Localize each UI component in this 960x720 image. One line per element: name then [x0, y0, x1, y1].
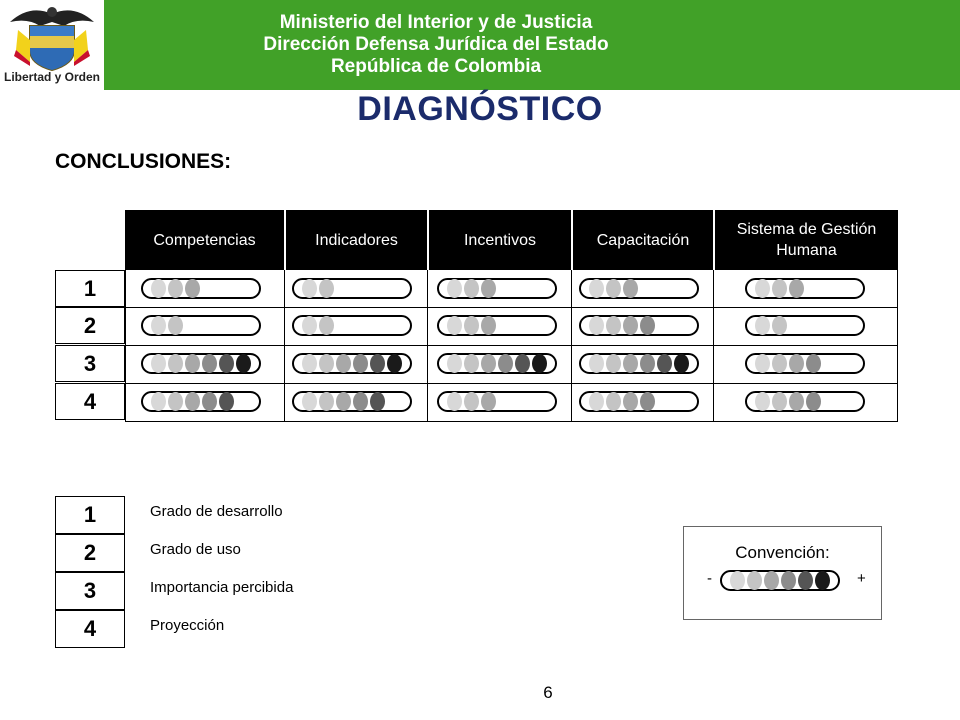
level-indicator-pill	[141, 391, 261, 412]
level-dot	[772, 316, 787, 335]
coat-of-arms-logo	[0, 0, 104, 100]
level-dot	[168, 392, 183, 411]
convention-plus: +	[857, 570, 866, 587]
level-indicator-pill	[141, 315, 261, 336]
level-dot	[464, 279, 479, 298]
level-dot	[447, 392, 462, 411]
page-title: DIAGNÓSTICO	[357, 90, 603, 128]
legend-text-desarrollo: Grado de desarrollo	[150, 503, 283, 520]
level-dot	[806, 354, 821, 373]
level-dot	[730, 571, 745, 590]
header-line-ministry: Ministerio del Interior y de Justicia	[279, 12, 593, 33]
legend-num-4: 4	[55, 610, 125, 648]
row-label-4: 4	[55, 383, 125, 420]
level-indicator-pill	[292, 391, 412, 412]
level-indicator-pill	[141, 353, 261, 374]
level-dot	[353, 354, 368, 373]
level-dot	[336, 392, 351, 411]
level-dot	[481, 279, 496, 298]
grid-divider	[571, 270, 572, 422]
level-dot	[606, 354, 621, 373]
level-indicator-pill	[579, 353, 699, 374]
level-dot	[319, 279, 334, 298]
level-dot	[319, 316, 334, 335]
level-indicator-pill	[745, 353, 865, 374]
level-dot	[168, 279, 183, 298]
level-dot	[532, 354, 547, 373]
level-dot	[789, 279, 804, 298]
level-dot	[319, 354, 334, 373]
level-dot	[464, 392, 479, 411]
convention-pill	[720, 570, 840, 591]
level-dot	[755, 354, 770, 373]
level-dot	[447, 316, 462, 335]
column-header-capacitacion: Capacitación	[573, 210, 713, 270]
level-dot	[151, 316, 166, 335]
grid-divider	[125, 307, 898, 308]
legend-text-uso: Grado de uso	[150, 541, 241, 558]
header-line-direction: Dirección Defensa Jurídica del Estado	[263, 34, 609, 55]
legend-text-importancia: Importancia percibida	[150, 579, 294, 596]
level-dot	[515, 354, 530, 373]
level-dot	[623, 279, 638, 298]
level-dot	[302, 316, 317, 335]
header-line-country: República de Colombia	[330, 56, 542, 77]
level-indicator-pill	[292, 278, 412, 299]
grid-divider	[125, 345, 898, 346]
level-dot	[319, 392, 334, 411]
row-label-1: 1	[55, 270, 125, 307]
level-dot	[464, 354, 479, 373]
level-dot	[370, 354, 385, 373]
level-dot	[336, 354, 351, 373]
level-dot	[151, 392, 166, 411]
level-dot	[168, 354, 183, 373]
level-dot	[202, 392, 217, 411]
level-dot	[772, 354, 787, 373]
grid-divider	[125, 421, 898, 422]
level-dot	[772, 392, 787, 411]
level-dot	[755, 316, 770, 335]
level-dot	[764, 571, 779, 590]
column-header-competencias: Competencias	[125, 210, 284, 270]
grid-divider	[713, 270, 714, 422]
level-indicator-pill	[579, 391, 699, 412]
level-dot	[302, 279, 317, 298]
level-dot	[640, 392, 655, 411]
column-header-incentivos: Incentivos	[429, 210, 571, 270]
column-header-sistema-gestion-humana: Sistema de Gestión Humana	[715, 210, 898, 270]
level-dot	[185, 354, 200, 373]
level-dot	[640, 354, 655, 373]
level-indicator-pill	[745, 315, 865, 336]
level-dot	[481, 354, 496, 373]
level-dot	[185, 392, 200, 411]
level-dot	[589, 279, 604, 298]
level-dot	[623, 354, 638, 373]
row-label-2: 2	[55, 307, 125, 344]
level-dot	[481, 392, 496, 411]
header-band	[104, 0, 960, 90]
level-dot	[589, 392, 604, 411]
legend-num-3: 3	[55, 572, 125, 610]
legend-text-proyeccion: Proyección	[150, 617, 225, 634]
level-dot	[606, 279, 621, 298]
level-dot	[789, 354, 804, 373]
grid-divider	[125, 270, 126, 422]
level-dot	[623, 316, 638, 335]
grid-divider	[427, 270, 428, 422]
level-dot	[606, 392, 621, 411]
level-dot	[815, 571, 830, 590]
level-dot	[755, 279, 770, 298]
level-indicator-pill	[437, 353, 557, 374]
level-dot	[168, 316, 183, 335]
grid-divider	[897, 270, 898, 422]
level-indicator-pill	[579, 278, 699, 299]
level-indicator-pill	[745, 391, 865, 412]
level-indicator-pill	[437, 391, 557, 412]
level-dot	[806, 392, 821, 411]
legend-num-1: 1	[55, 496, 125, 534]
level-dot	[202, 354, 217, 373]
level-dot	[623, 392, 638, 411]
legend-num-2: 2	[55, 534, 125, 572]
level-dot	[353, 392, 368, 411]
grid-divider	[125, 383, 898, 384]
level-dot	[755, 392, 770, 411]
level-dot	[674, 354, 689, 373]
level-dot	[498, 354, 513, 373]
level-dot	[151, 279, 166, 298]
level-dot	[606, 316, 621, 335]
level-dot	[370, 392, 385, 411]
level-dot	[302, 354, 317, 373]
level-indicator-pill	[437, 315, 557, 336]
coat-of-arms-icon	[0, 0, 104, 100]
level-dot	[464, 316, 479, 335]
convention-label: Convención:	[735, 543, 830, 562]
convention-minus: -	[707, 570, 712, 587]
row-label-3: 3	[55, 345, 125, 382]
level-dot	[481, 316, 496, 335]
grid-divider	[284, 270, 285, 422]
level-dot	[387, 354, 402, 373]
column-header-indicadores: Indicadores	[286, 210, 427, 270]
level-dot	[185, 279, 200, 298]
logo-caption: Libertad y Orden	[3, 70, 101, 84]
level-indicator-pill	[437, 278, 557, 299]
level-dot	[772, 279, 787, 298]
level-dot	[798, 571, 813, 590]
level-indicator-pill	[579, 315, 699, 336]
level-indicator-pill	[292, 353, 412, 374]
level-dot	[219, 392, 234, 411]
level-indicator-pill	[292, 315, 412, 336]
level-dot	[447, 354, 462, 373]
page-number: 6	[543, 683, 553, 702]
level-dot	[236, 354, 251, 373]
level-indicator-pill	[745, 278, 865, 299]
level-dot	[781, 571, 796, 590]
level-dot	[219, 354, 234, 373]
level-dot	[589, 354, 604, 373]
level-dot	[447, 279, 462, 298]
level-dot	[789, 392, 804, 411]
level-dot	[657, 354, 672, 373]
level-indicator-pill	[141, 278, 261, 299]
level-dot	[747, 571, 762, 590]
level-dot	[151, 354, 166, 373]
level-dot	[640, 316, 655, 335]
level-dot	[302, 392, 317, 411]
section-title: CONCLUSIONES:	[55, 150, 232, 173]
level-dot	[589, 316, 604, 335]
